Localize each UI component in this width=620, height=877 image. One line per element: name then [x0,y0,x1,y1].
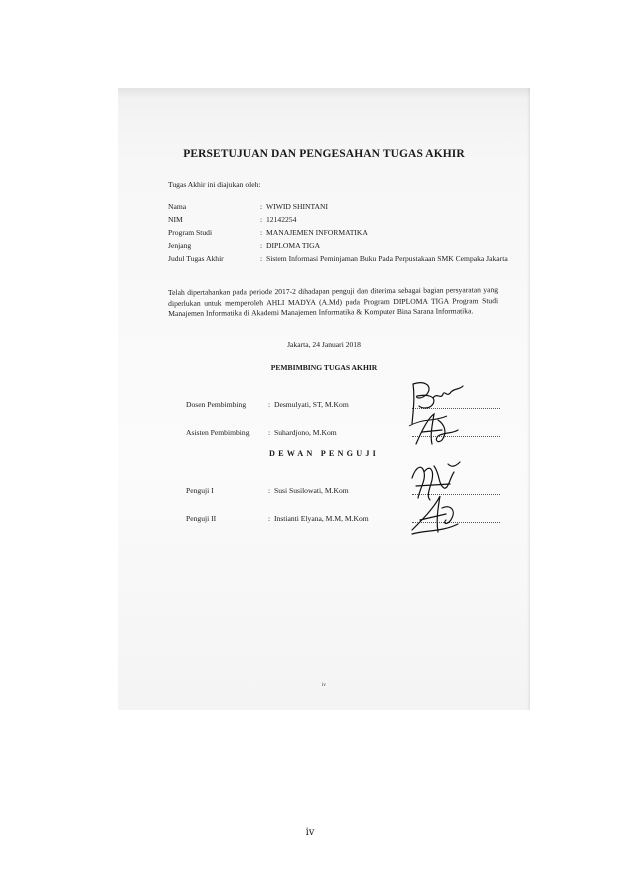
field-value: DIPLOMA TIGA [266,241,321,250]
field-label: Nama [168,202,187,211]
field-label: Judul Tugas Akhir [168,254,224,263]
field-colon: : [260,202,263,211]
page-number: iv [305,827,315,838]
scan-shadow-right [527,88,530,710]
signatory-role: Penguji II [186,514,217,523]
signatory-colon: : [268,486,271,495]
intro-text: Tugas Akhir ini diajukan oleh: [168,180,261,189]
document-title: PERSETUJUAN DAN PENGESAHAN TUGAS AKHIR [183,148,465,160]
field-row-judul [168,254,528,276]
date-line: Jakarta, 24 Januari 2018 [287,340,361,349]
field-label: NIM [168,215,183,224]
signatory-name: Susi Susilowati, M.Kom [274,486,349,495]
field-row-program-studi [168,228,528,240]
field-value: WIWID SHINTANI [266,202,329,211]
field-value: MANAJEMEN INFORMATIKA [266,228,368,237]
dewan-penguji-heading: DEWAN PENGUJI [268,449,380,458]
signatory-colon: : [268,400,271,409]
field-colon: : [260,241,263,250]
field-colon: : [260,215,263,224]
pembimbing-heading: PEMBIMBING TUGAS AKHIR [270,363,378,372]
signatory-role: Penguji I [186,486,214,495]
field-label: Jenjang [168,241,192,250]
signatory-colon: : [268,514,271,523]
signatory-name: Suhardjono, M.Kom [274,428,337,437]
approval-paragraph: Telah dipertahankan pada periode 2017-2 dihadapan penguji dan diterima sebagai bagian persyaratan yang diperlukan untuk memperoleh AHLI MADYA (A.Md) pada Program DIPLOMA TIGA Program Studi Manajemen Informatika di Akademi Manajemen Informatika & Komputer Bina Sarana Informatika. [168,285,499,319]
field-colon: : [260,254,263,263]
field-colon: : [260,228,263,237]
field-row-nim [168,215,528,227]
signatory-name: Instianti Elyana, M.M, M.Kom [274,514,369,523]
signature-asisten-pembimbing [408,410,468,450]
signatory-colon: : [268,428,271,437]
field-value: Sistem Informasi Peminjaman Buku Pada Perpustakaan SMK Cempaka Jakarta [266,254,508,263]
signatory-role: Dosen Pembimbing [186,400,247,409]
inner-page-number: iv [322,683,326,688]
field-row-nama [168,202,528,214]
scanned-page [118,88,530,710]
scan-shadow-top [118,88,530,98]
signature-penguji-2 [406,490,472,538]
field-label: Program Studi [168,228,213,237]
field-row-jenjang [168,241,528,253]
field-value: 12142254 [266,215,297,224]
signatory-name: Desmulyati, ST, M.Kom [274,400,349,409]
signatory-role: Asisten Pembimbing [186,428,250,437]
